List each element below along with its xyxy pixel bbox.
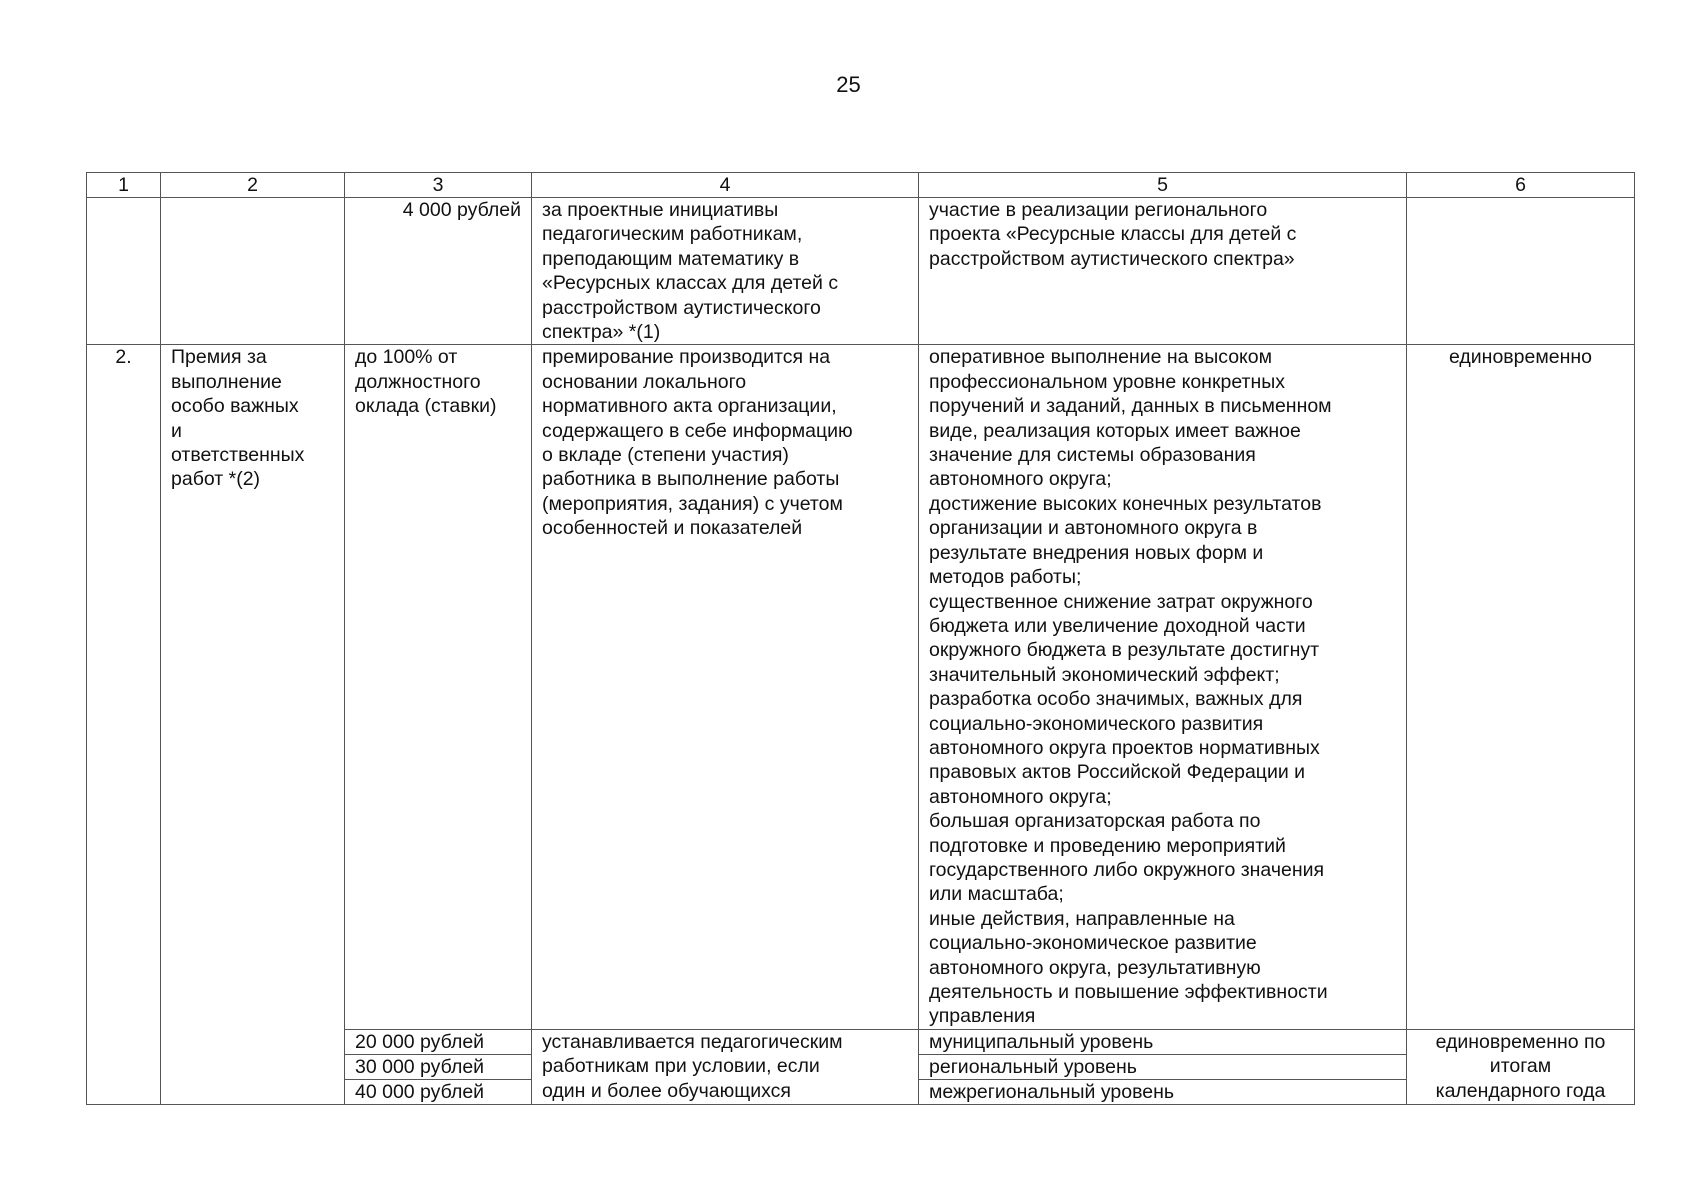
column-header-2: 2 (161, 173, 345, 198)
amount-cell-municipal: 20 000 рублей (345, 1029, 532, 1054)
payment-type-cell: Премия за выполнение особо важных и ответственных работ *(2) (161, 345, 345, 1104)
criteria-cell: участие в реализации регионального проекта «Ресурсные классы для детей с расстройством аутистического спектра» (919, 198, 1407, 345)
level-cell-municipal: муниципальный уровень (919, 1029, 1407, 1054)
frequency-cell (1407, 198, 1635, 345)
column-header-1: 1 (87, 173, 161, 198)
level-cell-regional: региональный уровень (919, 1054, 1407, 1079)
row-number-cell: 2. (87, 345, 161, 1104)
amount-cell: до 100% от должностного оклада (ставки) (345, 345, 532, 1029)
table-header-row (87, 173, 1635, 198)
level-cell-interregional: межрегиональный уровень (919, 1079, 1407, 1104)
criteria-cell: оперативное выполнение на высоком профессиональном уровне конкретных поручений и заданий, данных в письменном виде, реализация которых имеет важное значение для системы образования автономного округа; достижение высоких конечных результатов организации и автономного округа в результате внедрения новых форм и методов работы; существенное снижение затрат окружного бюджета или увеличение доходной части окружного бюджета в результате достигнут значительный экономический эффект; разработка особо значимых, важных для социально-экономического развития автономного округа проектов нормативных правовых актов Российской Федерации и автономного округа; большая организаторская работа по подготовке и проведению мероприятий государственного либо окружного значения или масштаба; иные действия, направленные на социально-экономическое развитие автономного округа, результативную деятельность и повышение эффективности управления (919, 345, 1407, 1029)
table-row (87, 198, 1635, 345)
column-header-5: 5 (919, 173, 1407, 198)
frequency-cell: единовременно по итогам календарного года (1407, 1029, 1635, 1104)
condition-cell: устанавливается педагогическим работникам при условии, если один и более обучающихся (532, 1029, 919, 1104)
amount-cell: 4 000 рублей (345, 198, 532, 345)
column-header-3: 3 (345, 173, 532, 198)
frequency-cell: единовременно (1407, 345, 1635, 1029)
amount-cell-regional: 30 000 рублей (345, 1054, 532, 1079)
page-number: 25 (836, 72, 861, 97)
condition-cell: за проектные инициативы педагогическим работникам, преподающим математику в «Ресурсных классах для детей с расстройством аутистического спектра» *(1) (532, 198, 919, 345)
condition-cell: премирование производится на основании локального нормативного акта организации, содержащего в себе информацию о вкладе (степени участия) работника в выполнение работы (мероприятия, задания) с учетом особенностей и показателей (532, 345, 919, 1029)
row-number-cell (87, 198, 161, 345)
table-row (87, 345, 1635, 1029)
amount-cell-interregional: 40 000 рублей (345, 1079, 532, 1104)
bonus-table (86, 172, 1635, 1105)
column-header-6: 6 (1407, 173, 1635, 198)
column-header-4: 4 (532, 173, 919, 198)
payment-type-cell (161, 198, 345, 345)
